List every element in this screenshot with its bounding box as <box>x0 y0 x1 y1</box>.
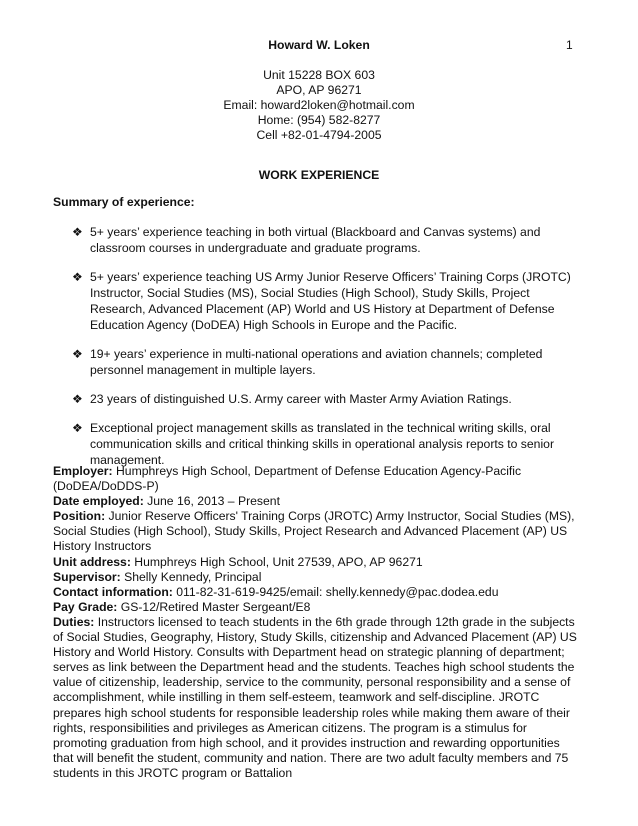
address-line-1: Unit 15228 BOX 603 <box>263 68 375 82</box>
list-item <box>72 420 572 468</box>
employer-value: Humphreys High School, Department of Defense Education Agency-Pacific (DoDEA/DoDDS-P) <box>53 464 522 494</box>
summary-list <box>72 224 572 481</box>
pay-grade-value: GS-12/Retired Master Sergeant/E8 <box>117 599 311 614</box>
summary-heading: Summary of experience: <box>53 195 195 209</box>
page-number: 1 <box>566 38 573 52</box>
email-line: Email: howard2loken@hotmail.com <box>223 98 415 112</box>
list-item-text: 5+ years’ experience teaching in both virtual (Blackboard and Canvas systems) and classroom courses in undergraduate and graduate programs. <box>90 225 541 255</box>
supervisor-label: Supervisor: <box>53 569 121 584</box>
list-item <box>72 346 572 378</box>
duties-line <box>53 615 583 781</box>
employer-label: Employer: <box>53 464 113 478</box>
list-item <box>72 269 572 333</box>
cell-phone-line: Cell +82-01-4794-2005 <box>256 128 382 142</box>
date-employed-label: Date employed: <box>53 494 144 509</box>
position-line <box>53 509 583 554</box>
date-employed-line <box>53 494 583 509</box>
employment-details <box>53 464 583 781</box>
list-item-text: 23 years of distinguished U.S. Army career with Master Army Aviation Ratings. <box>90 392 512 406</box>
list-item-text: 19+ years’ experience in multi-national operations and aviation channels; completed personnel management in multiple layers. <box>90 347 543 377</box>
diamond-bullet-icon: ❖ <box>72 392 83 406</box>
contact-line <box>53 585 583 600</box>
pay-grade-label: Pay Grade: <box>53 599 118 614</box>
unit-address-label: Unit address: <box>53 554 131 569</box>
unit-address-value: Humphreys High School, Unit 27539, APO, AP 96271 <box>130 554 423 569</box>
diamond-bullet-icon: ❖ <box>72 347 83 361</box>
unit-address-line <box>53 555 583 570</box>
list-item <box>72 224 572 256</box>
diamond-bullet-icon: ❖ <box>72 225 83 239</box>
contact-label: Contact information: <box>53 584 173 599</box>
position-label: Position: <box>53 509 106 524</box>
date-employed-value: June 16, 2013 – Present <box>143 494 280 509</box>
pay-grade-line <box>53 600 583 615</box>
list-item-text: 5+ years’ experience teaching US Army Junior Reserve Officers’ Training Corps (JROTC) Instructor, Social Studies (MS), Social Studies (High School), Study Skills, Project Research, Advanced Placement (AP) World and US History at Department of Defense Education Agency (DoDEA) High Schools in Europe and the Pacific. <box>90 270 571 332</box>
home-phone-line: Home: (954) 582-8277 <box>257 113 381 127</box>
applicant-name: Howard W. Loken <box>268 38 370 52</box>
duties-label: Duties: <box>53 614 95 629</box>
list-item <box>72 391 572 407</box>
list-item-text: Exceptional project management skills as translated in the technical writing skills, oral communication skills and critical thinking skills in operational analysis reports to senior management. <box>90 421 555 467</box>
section-title: WORK EXPERIENCE <box>258 168 380 182</box>
duties-value: Instructors licensed to teach students in the 6th grade through 12th grade in the subjects of Social Studies, Geography, History, Study Skills, citizenship and Advanced Placement (AP) US History and World History. Consults with Department head on strategic planning of department; serves as link between the Department head and the students. Teaches high school students the value of citizenship, leadership, service to the community, personal responsibility and a sense of accomplishment, while instilling in them self-esteem, teamwork and self-discipline. JROTC prepares high school students for responsible leadership roles while making them aware of their rights, responsibilities and privileges as American citizens. The program is a stimulus for promoting graduation from high school, and it provides instruction and rewarding opportunities that will benefit the student, community and nation. There are two adult faculty members and 75 students in this JROTC program or Battalion <box>53 614 577 780</box>
position-value: Junior Reserve Officers' Training Corps (JROTC) Army Instructor, Social Studies (MS), Social Studies (High School), Study Skills, Project Research and Advanced Placement (AP) US History Instructors <box>53 509 575 554</box>
diamond-bullet-icon: ❖ <box>72 421 83 435</box>
supervisor-line <box>53 570 583 585</box>
contact-header <box>0 38 638 143</box>
diamond-bullet-icon: ❖ <box>72 270 83 284</box>
contact-value: 011-82-31-619-9425/email: shelly.kennedy@pac.dodea.edu <box>172 584 499 599</box>
supervisor-value: Shelly Kennedy, Principal <box>120 569 262 584</box>
address-line-2: APO, AP 96271 <box>276 83 362 97</box>
employer-line <box>53 464 583 494</box>
